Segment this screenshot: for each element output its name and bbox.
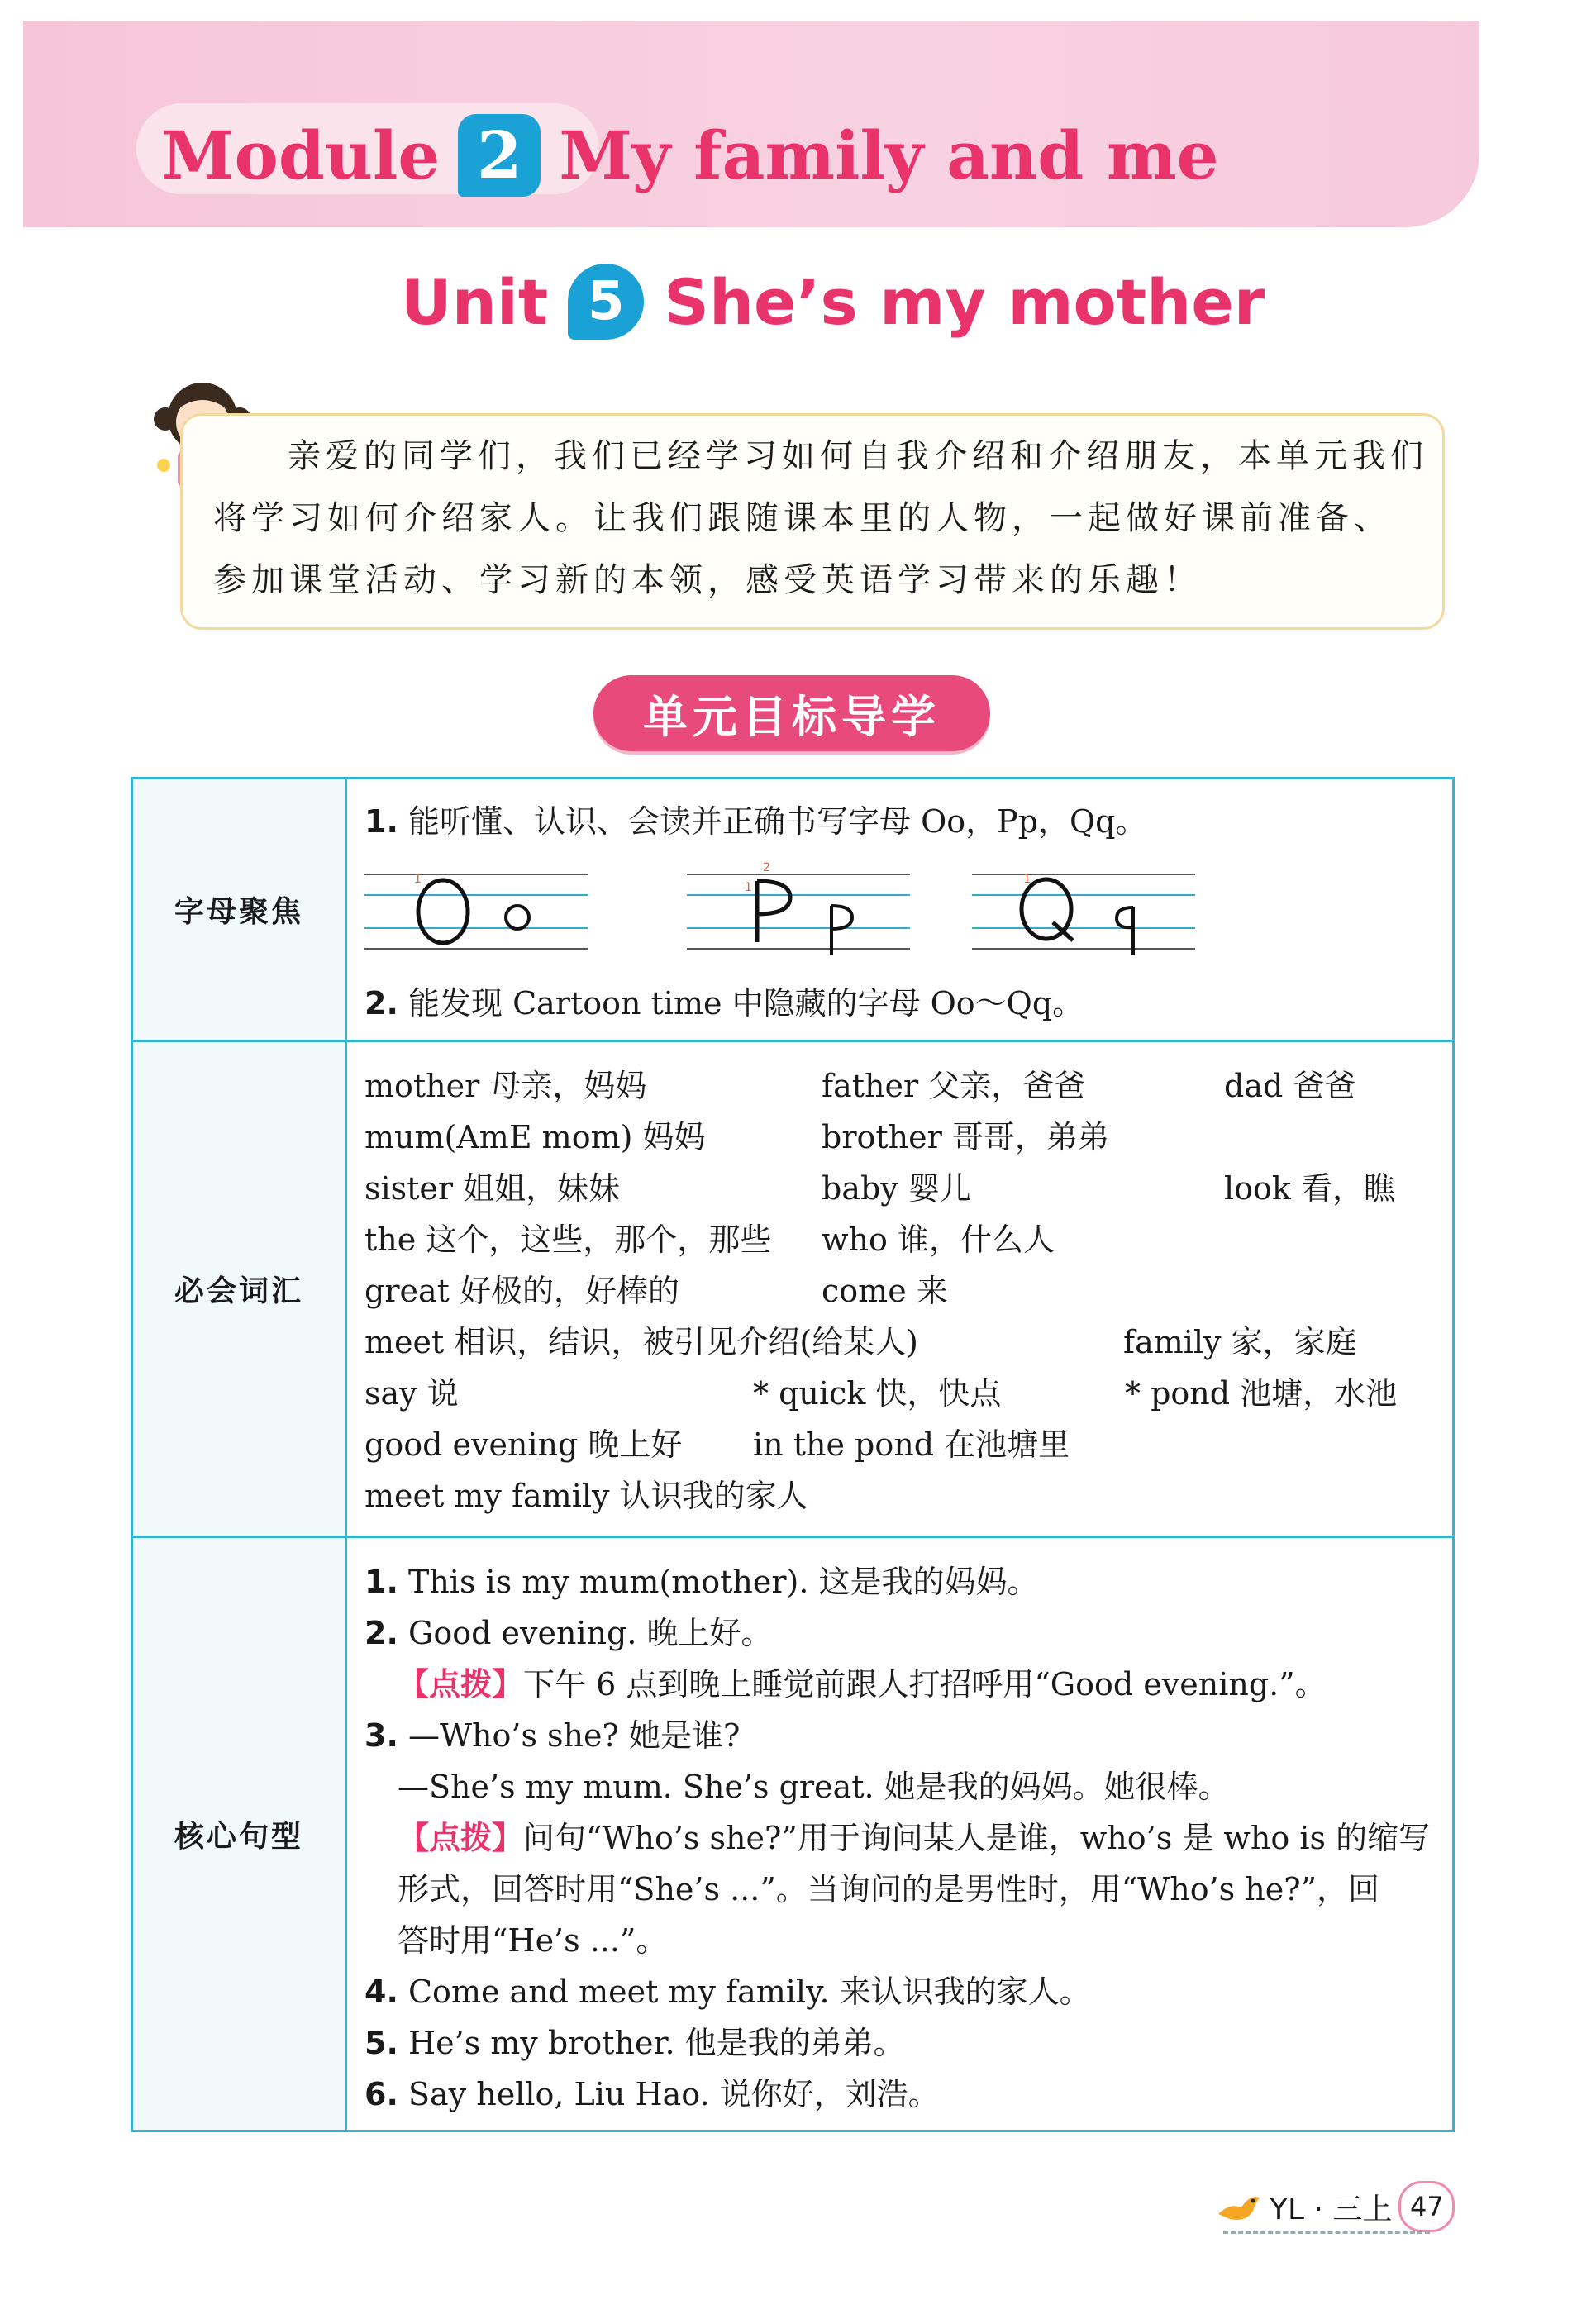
tip-text: 问句“Who’s she?”用于询问某人是谁，who’s 是 who is 的缩写	[523, 1820, 1431, 1856]
svg-text:1: 1	[745, 881, 752, 894]
item-number: 6.	[364, 2076, 398, 2112]
vocab-item: baby 婴儿	[822, 1170, 971, 1207]
sentences-content	[364, 1538, 1439, 2130]
svg-text:1: 1	[1023, 873, 1031, 886]
vocab-item: mum(AmE mom) 妈妈	[364, 1119, 706, 1155]
vocab-item: look 看，瞧	[1224, 1170, 1396, 1207]
vocab-item: say 说	[364, 1375, 459, 1412]
sentence-6	[364, 2069, 940, 2114]
book-code: YL · 三上	[1270, 2192, 1393, 2226]
vocab-item: * quick 快，快点	[753, 1375, 1002, 1412]
tip-label: 【点拨】	[398, 1819, 524, 1856]
letter-oo-writing-lines	[364, 858, 588, 957]
vocab-item: come 来	[822, 1273, 948, 1309]
vocab-item: dad 爸爸	[1224, 1068, 1356, 1104]
svg-text:1: 1	[414, 873, 422, 886]
vocab-item: great 好极的，好棒的	[364, 1273, 679, 1309]
vocab-row	[133, 1042, 1452, 1538]
sentence-3-answer: —She’s my mum. She’s great. 她是我的妈妈。她很棒。	[398, 1769, 1230, 1805]
letter-pp-writing-lines	[687, 858, 910, 957]
bird-icon	[1213, 2186, 1263, 2227]
section-title: 单元目标导学	[593, 675, 990, 751]
vocab-item: sister 姐姐，妹妹	[364, 1170, 621, 1207]
sentence-2	[364, 1607, 773, 1653]
item-number: 2.	[364, 1615, 398, 1651]
tip-1	[398, 1659, 1327, 1704]
unit-title	[401, 252, 1265, 351]
module-title-text: My family and me	[559, 117, 1219, 194]
sentence-text: This is my mum(mother). 这是我的妈妈。	[407, 1564, 1039, 1600]
tip-2-line-1	[398, 1812, 1430, 1858]
letters-item-1	[364, 796, 1146, 841]
goals-table	[131, 777, 1455, 2132]
vocab-item: * pond 池塘，水池	[1125, 1375, 1398, 1412]
vocab-item: meet 相识，结识，被引见介绍(给某人)	[364, 1324, 919, 1360]
module-word: Module	[161, 117, 441, 194]
intro-text: 亲爱的同学们，我们已经学习如何自我介绍和介绍朋友，本单元我们将学习如何介绍家人。让我们跟随课本里的人物，一起做好课前准备、参加课堂活动、学习新的本领，感受英语学习带来的乐趣！	[213, 437, 1428, 599]
item-number: 2.	[364, 985, 398, 1021]
unit-word: Unit	[401, 264, 549, 339]
sentence-text: —Who’s she? 她是谁?	[407, 1717, 741, 1754]
tip-2-line-2: 形式，回答时用“She’s ...”。当询问的是男性时，用“Who’s he?”，回	[398, 1871, 1380, 1907]
sentence-text: He’s my brother. 他是我的弟弟。	[407, 2025, 905, 2061]
sentences-row	[133, 1538, 1452, 2130]
item-number: 5.	[364, 2025, 398, 2061]
vocab-item: in the pond 在池塘里	[753, 1426, 1070, 1463]
letters-item-2	[364, 978, 1084, 1023]
vocab-item: father 父亲，爸爸	[822, 1068, 1086, 1104]
svg-text:2: 2	[763, 861, 770, 874]
item-number: 1.	[364, 1564, 398, 1600]
page-number: 47	[1398, 2181, 1455, 2232]
module-number-badge: 2	[458, 114, 541, 197]
page-footer	[1213, 2182, 1455, 2231]
vocab-item: who 谁，什么人	[822, 1221, 1055, 1258]
vocab-item: meet my family 认识我的家人	[364, 1478, 808, 1514]
item-number: 4.	[364, 1974, 398, 2010]
unit-title-text: She’s my mother	[664, 264, 1265, 339]
item-text: 能听懂、认识、会读并正确书写字母 Oo，Pp，Qq。	[407, 803, 1147, 840]
letter-qq-writing-lines	[972, 858, 1195, 957]
sentence-text: Say hello, Liu Hao. 说你好，刘浩。	[407, 2076, 940, 2112]
tip-label: 【点拨】	[398, 1665, 524, 1702]
item-number: 3.	[364, 1717, 398, 1754]
letters-label: 字母聚焦	[133, 779, 347, 1040]
vocab-content	[364, 1042, 1439, 1536]
module-title	[161, 106, 1219, 205]
sentence-4	[364, 1966, 1091, 2012]
unit-number-badge: 5	[568, 264, 644, 340]
item-number: 1.	[364, 803, 398, 840]
letters-content	[364, 779, 1439, 1040]
vocab-label: 必会词汇	[133, 1042, 347, 1536]
vocab-item: family 家，家庭	[1123, 1324, 1357, 1360]
tip-2-line-3: 答时用“He’s ...”。	[398, 1922, 668, 1959]
sentence-5	[364, 2017, 905, 2063]
footer-divider	[1223, 2231, 1430, 2234]
sentence-1	[364, 1556, 1039, 1602]
tip-text: 下午 6 点到晚上睡觉前跟人打招呼用“Good evening.”。	[523, 1666, 1327, 1702]
item-text: 能发现 Cartoon time 中隐藏的字母 Oo～Qq。	[407, 985, 1084, 1021]
sentence-3	[364, 1710, 740, 1755]
vocab-item: brother 哥哥，弟弟	[822, 1119, 1109, 1155]
vocab-item: the 这个，这些，那个，那些	[364, 1221, 772, 1258]
sentence-text: Come and meet my family. 来认识我的家人。	[407, 1974, 1091, 2010]
letters-row	[133, 779, 1452, 1042]
sentences-label: 核心句型	[133, 1538, 347, 2130]
vocab-item: good evening 晚上好	[364, 1426, 683, 1463]
sentence-text: Good evening. 晚上好。	[407, 1615, 773, 1651]
vocab-item: mother 母亲，妈妈	[364, 1068, 647, 1104]
